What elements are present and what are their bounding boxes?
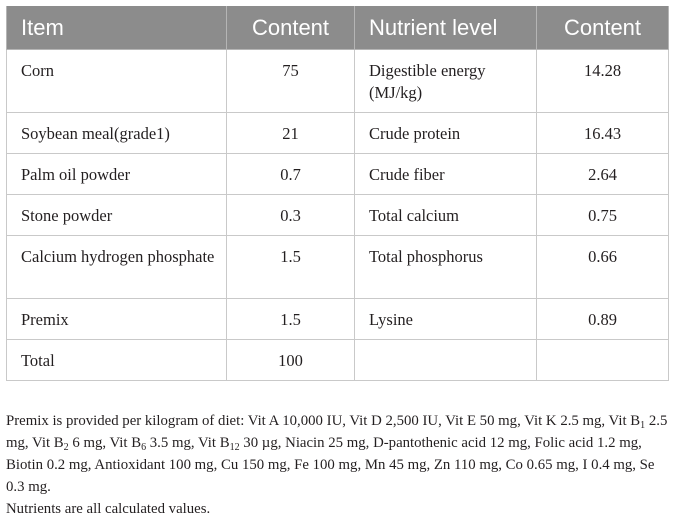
premix-text-part: 30 µg, Niacin 25 mg, D-pantothenic acid 12 mg, Folic acid 1.2 mg, Biotin 0.2 mg, Antioxidant 100 mg, Cu 150 mg, Fe 100 mg, Mn 45 mg, Zn 110 mg, Co 0.65 mg, I 0.4 mg, Se 0.3 mg. — [6, 435, 655, 495]
ingredient-name: Palm oil powder — [7, 154, 227, 195]
nutrient-name: Digestible energy (MJ/kg) — [355, 50, 537, 113]
diet-composition-table-container — [6, 6, 668, 381]
header-nutrient-level: Nutrient level — [355, 6, 537, 50]
nutrient-name: Lysine — [355, 299, 537, 340]
table-row — [7, 340, 669, 381]
diet-composition-table — [6, 6, 669, 381]
ingredient-content: 75 — [227, 50, 355, 113]
subscript-b12: 12 — [229, 442, 240, 453]
nutrient-name: Total calcium — [355, 195, 537, 236]
premix-text-part: 3.5 mg, Vit B — [146, 435, 230, 451]
ingredient-name: Corn — [7, 50, 227, 113]
nutrient-value — [537, 340, 669, 381]
nutrient-value: 16.43 — [537, 113, 669, 154]
nutrient-name: Total phosphorus — [355, 236, 537, 299]
ingredient-content: 1.5 — [227, 236, 355, 299]
ingredient-content: 21 — [227, 113, 355, 154]
header-item: Item — [7, 6, 227, 50]
ingredient-name: Total — [7, 340, 227, 381]
table-row — [7, 299, 669, 340]
table-header-row — [7, 6, 669, 50]
table-row — [7, 113, 669, 154]
nutrient-value: 2.64 — [537, 154, 669, 195]
nutrient-value: 14.28 — [537, 50, 669, 113]
subscript-b1: 1 — [640, 420, 646, 431]
table-footnotes — [6, 410, 670, 520]
premix-text-part: Premix is provided per kilogram of diet: Vit A 10,000 IU, Vit D 2,500 IU, Vit E 50 mg, Vit K 2.5 mg, Vit B — [6, 413, 641, 429]
ingredient-name: Premix — [7, 299, 227, 340]
nutrients-footnote: Nutrients are all calculated values. — [6, 501, 211, 517]
subscript-b6: 6 — [141, 442, 147, 453]
ingredient-content: 0.3 — [227, 195, 355, 236]
ingredient-content: 1.5 — [227, 299, 355, 340]
premix-text-part: 2.5 mg, Vit B — [6, 413, 668, 451]
ingredient-content: 0.7 — [227, 154, 355, 195]
nutrient-name: Crude protein — [355, 113, 537, 154]
ingredient-name: Stone powder — [7, 195, 227, 236]
table-row — [7, 236, 669, 299]
ingredient-name: Calcium hydrogen phosphate — [7, 236, 227, 299]
nutrient-value: 0.89 — [537, 299, 669, 340]
header-nutrient-content: Content — [537, 6, 669, 50]
nutrient-name: Crude fiber — [355, 154, 537, 195]
header-content: Content — [227, 6, 355, 50]
table-row — [7, 154, 669, 195]
ingredient-name: Soybean meal(grade1) — [7, 113, 227, 154]
premix-text-part: 6 mg, Vit B — [68, 435, 142, 451]
nutrient-name — [355, 340, 537, 381]
table-row — [7, 195, 669, 236]
nutrient-value: 0.66 — [537, 236, 669, 299]
premix-footnote — [6, 410, 670, 498]
subscript-b2: 2 — [63, 442, 69, 453]
table-row — [7, 50, 669, 113]
nutrient-value: 0.75 — [537, 195, 669, 236]
ingredient-content: 100 — [227, 340, 355, 381]
